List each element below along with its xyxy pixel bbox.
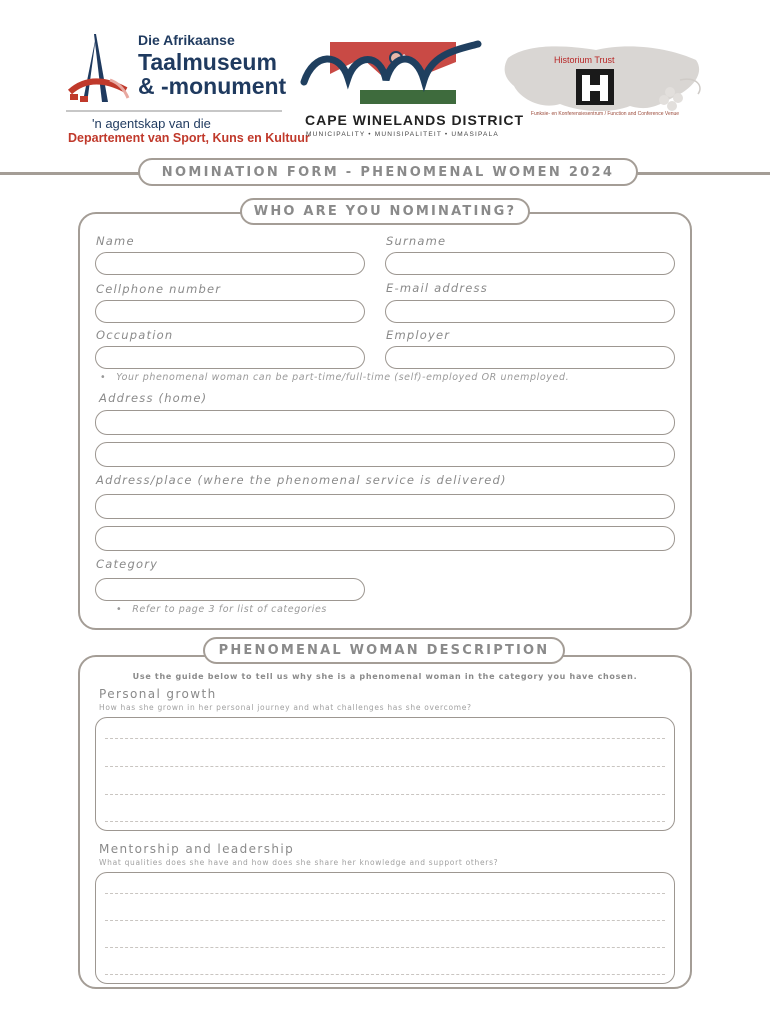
occupation-field[interactable]	[95, 346, 365, 369]
employment-note: • Your phenomenal woman can be part-time/full-time (self)-employed OR unemployed.	[100, 372, 569, 383]
address-service-line-1[interactable]	[95, 494, 675, 519]
nominee-section-heading: WHO ARE YOU NOMINATING?	[240, 198, 530, 225]
writing-line	[105, 766, 665, 767]
taalmuseum-agency: 'n agentskap van die	[92, 116, 211, 131]
historium-name: Historium Trust	[554, 55, 615, 65]
personal-growth-textbox[interactable]	[95, 717, 675, 831]
personal-growth-question: How has she grown in her personal journey and what challenges has she overcome?	[99, 703, 472, 712]
cape-winelands-name: CAPE WINELANDS DISTRICT	[305, 112, 524, 128]
category-note: • Refer to page 3 for list of categories	[116, 604, 327, 615]
cellphone-field[interactable]	[95, 300, 365, 323]
writing-line	[105, 821, 665, 822]
category-field[interactable]	[95, 578, 365, 601]
form-title: NOMINATION FORM - PHENOMENAL WOMEN 2024	[138, 158, 638, 186]
address-service-line-2[interactable]	[95, 526, 675, 551]
writing-line	[105, 893, 665, 894]
occupation-label: Occupation	[96, 328, 174, 342]
taalmuseum-monument-icon	[66, 32, 132, 104]
description-guide: Use the guide below to tell us why she is a phenomenal woman in the category you have chosen.	[132, 672, 638, 681]
name-label: Name	[96, 234, 135, 248]
employer-field[interactable]	[385, 346, 675, 369]
email-label: E-mail address	[386, 281, 488, 295]
cape-winelands-subtitle: MUNICIPALITY • MUNISIPALITEIT • UMASIPALA	[306, 131, 499, 138]
address-home-line-2[interactable]	[95, 442, 675, 467]
surname-field[interactable]	[385, 252, 675, 275]
writing-line	[105, 794, 665, 795]
historium-tagline: Funksie- en Konferensiesentrum / Function and Conference Venue	[530, 111, 680, 117]
address-home-label: Address (home)	[99, 391, 208, 405]
mentorship-title: Mentorship and leadership	[99, 842, 295, 856]
surname-label: Surname	[386, 234, 447, 248]
taalmuseum-line1: Die Afrikaanse	[138, 32, 235, 48]
taalmuseum-divider	[66, 110, 282, 112]
taalmuseum-line3: & -monument	[138, 73, 287, 99]
taalmuseum-department: Departement van Sport, Kuns en Kultuur	[68, 131, 310, 145]
writing-line	[105, 974, 665, 975]
address-service-label: Address/place (where the phenomenal service is delivered)	[96, 473, 507, 487]
description-section-heading: PHENOMENAL WOMAN DESCRIPTION	[203, 637, 565, 664]
historium-h-emblem-icon	[574, 67, 616, 107]
personal-growth-title: Personal growth	[99, 687, 217, 701]
category-label: Category	[96, 557, 159, 571]
historium-trust-logo	[500, 40, 710, 130]
writing-line	[105, 920, 665, 921]
writing-line	[105, 947, 665, 948]
cape-winelands-mountains-icon	[300, 38, 486, 110]
name-field[interactable]	[95, 252, 365, 275]
taalmuseum-line2: Taalmuseum	[138, 49, 277, 75]
cellphone-label: Cellphone number	[96, 282, 222, 296]
mentorship-question: What qualities does she have and how does she share her knowledge and support others?	[99, 858, 499, 867]
email-field[interactable]	[385, 300, 675, 323]
cape-winelands-logo	[300, 38, 524, 142]
writing-line	[105, 738, 665, 739]
address-home-line-1[interactable]	[95, 410, 675, 435]
employer-label: Employer	[386, 328, 451, 342]
taalmuseum-logo	[66, 28, 310, 148]
mentorship-textbox[interactable]	[95, 872, 675, 984]
